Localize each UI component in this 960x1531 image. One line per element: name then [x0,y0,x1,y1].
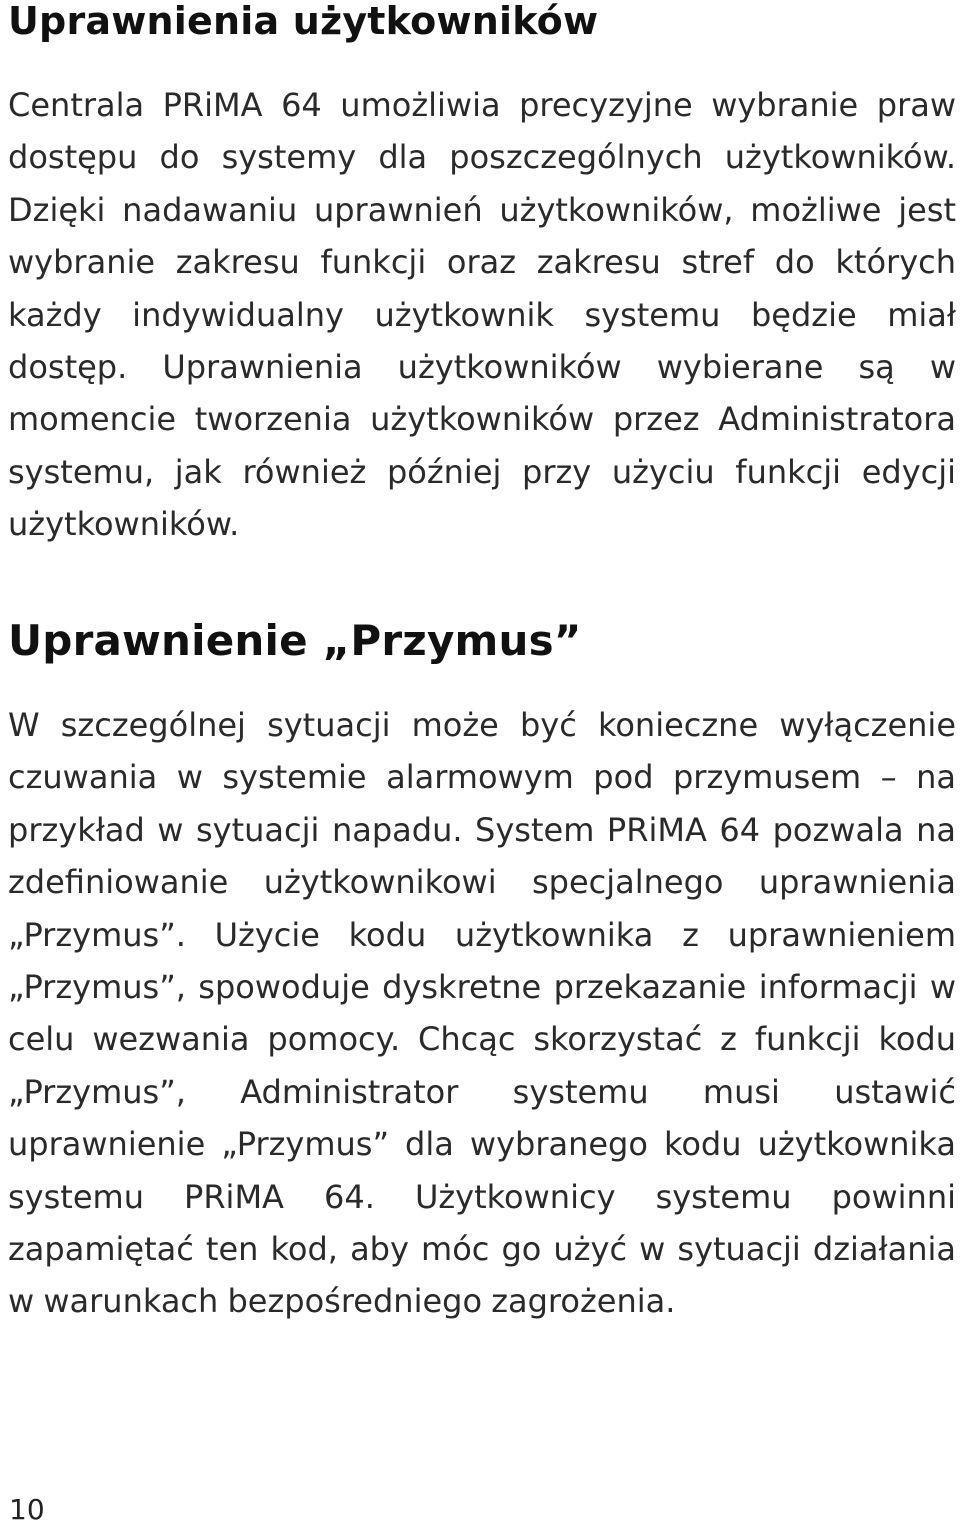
paragraph-duress-permission: W szczególnej sytuacji może być konieczne wyłączenie czuwania w systemie alarmowym pod przymusem – na przykład w sytuacji napadu. System PRiMA 64 pozwala na zdefiniowanie użytkownikowi specjalnego uprawnienia „Przymus”. Użycie kodu użytkownika z uprawnieniem „Przymus”, spowoduje dyskretne przekazanie informacji w celu wezwania pomocy. Chcąc skorzystać z funkcji kodu „Przymus”, Administrator systemu musi ustawić uprawnienie „Przymus” dla wybranego kodu użytkownika systemu PRiMA 64. Użytkownicy systemu powinni zapamiętać ten kod, aby móc go użyć w sytuacji działania w warunkach bezpośredniego zagrożenia. [8,706,956,1321]
section-title-duress-permission: Uprawnienie „Przymus” [8,616,582,665]
page-number: 10 [9,1493,45,1526]
paragraph-user-permissions: Centrala PRiMA 64 umożliwia precyzyjne wybranie praw dostępu do systemy dla poszczególnych użytkowników. Dzięki nadawaniu uprawnień użytkowników, możliwe jest wybranie zakresu funkcji oraz zakresu stref do których każdy indywidualny użytkownik systemu będzie miał dostęp. Uprawnienia użytkowników wybierane są w momencie tworzenia użytkowników przez Administratora systemu, jak również później przy użyciu funkcji edycji użytkowników. [8,86,956,544]
section-title-user-permissions: Uprawnienia użytkowników [8,0,599,43]
